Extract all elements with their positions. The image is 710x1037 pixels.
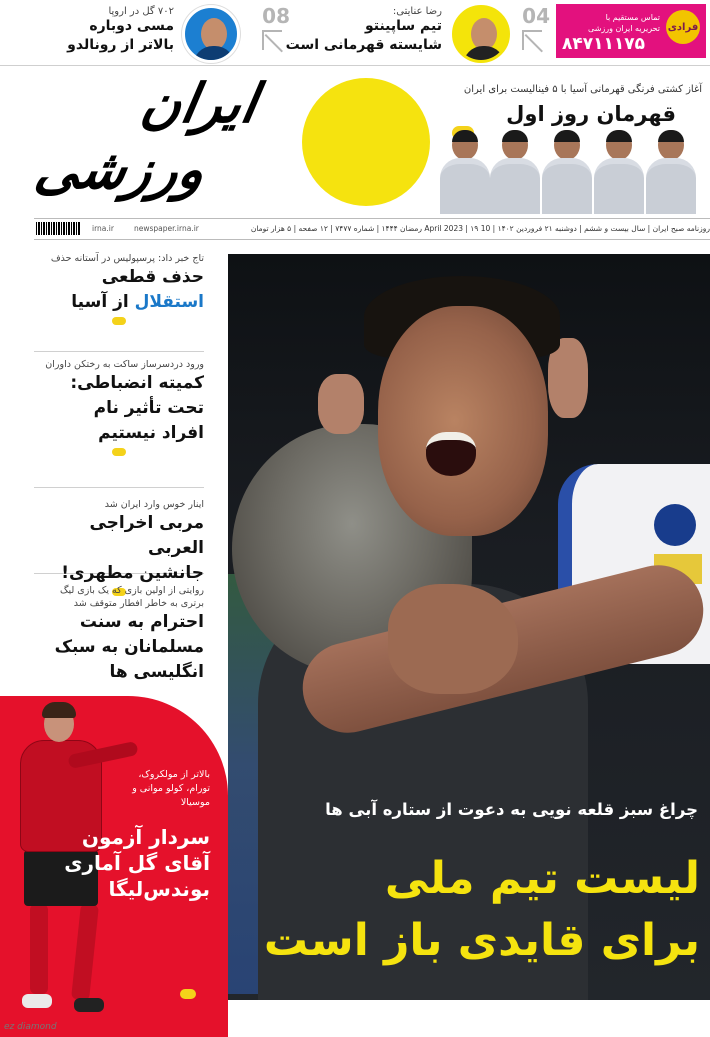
main-kicker: چراغ سبز قلعه نویی به دعوت از ستاره آبی ها [325, 800, 698, 819]
teaser-right-title-1: تیم ساپینتو [364, 18, 442, 34]
wrestling-feature[interactable] [436, 76, 706, 214]
masthead [0, 66, 710, 214]
story-coach[interactable] [34, 498, 204, 583]
teaser-right-arrow-icon [522, 30, 542, 50]
image-credit: ez diamond [4, 1022, 57, 1032]
story-disciplinary[interactable] [34, 358, 204, 488]
ad-phone-number: ۸۴۷۱۱۱۷۵ [562, 34, 646, 54]
ad-text-line1: تماس مستقیم با [605, 13, 660, 22]
azmoun-head-line3: بوندس‌لیگا [108, 877, 210, 901]
portrait-body [193, 46, 235, 63]
headline-column [34, 252, 204, 694]
azmoun-kicker: بالاتر از مولکروک، تورام، کولو موانی و موسیالا [132, 769, 210, 808]
top-strip [0, 0, 710, 66]
story-head-line1: حذف قطعی [101, 267, 204, 287]
teaser-left-title-2: بالاتر از رونالدو [67, 37, 174, 53]
teaser-left-title-1: مسی دوباره [89, 18, 174, 34]
wrestling-kicker: آغاز کشتی فرنگی قهرمانی آسیا با ۵ فینالیست برای ایران [463, 84, 702, 95]
issue-info-bar [34, 218, 710, 240]
player-mouth [426, 432, 476, 476]
player-hand [388, 584, 518, 694]
story-head-line2 [34, 290, 204, 315]
story-head-line2: مسلمانان به سبک [54, 637, 204, 657]
story-kicker: اینار خوس وارد ایران شد [104, 499, 204, 510]
website-link[interactable]: newspaper.irna.ir [134, 224, 199, 233]
story-head-line1: مربی اخراجی العربی [89, 513, 204, 558]
wrestler [540, 130, 594, 214]
azmoun-head-line2: آقای گل آماری [64, 851, 210, 875]
wrestler [644, 130, 698, 214]
azmoun-feature[interactable] [0, 696, 228, 1037]
main-head-line1: لیست تیم ملی [384, 853, 700, 904]
wrestling-team-photo [436, 126, 706, 214]
logo-sun-icon [302, 78, 430, 206]
player-face [378, 306, 548, 536]
teaser-right-kicker: رضا عنایتی: [392, 6, 442, 17]
teaser-left-arrow-icon [262, 30, 282, 50]
ad-logo: فرادی [666, 10, 700, 44]
teaser-right-portrait [452, 5, 510, 63]
story-head-line1: کمیته انضباطی: [70, 373, 204, 393]
story-kicker: روایتی از اولین بازی که یک بازی لیگ برتری به خاطر افطار متوقف شد [60, 585, 204, 609]
logo-line1: ایران [136, 72, 263, 135]
azmoun-head-line1: سردار آزمون [81, 825, 210, 849]
ad-text [560, 12, 660, 34]
page-badge [112, 448, 126, 456]
story-head-line2: جانشین مطهری! [61, 563, 204, 583]
story-head-line3: افراد نیستیم [98, 423, 204, 443]
page-badge [112, 317, 126, 325]
story-esteghlal[interactable] [34, 252, 204, 352]
teaser-right-title-2: شایسته قهرمانی است [285, 37, 442, 53]
main-head-line2: برای قایدی باز است [263, 915, 700, 966]
teaser-left-kicker: ۷۰۲ گل در اروپا [108, 6, 174, 17]
main-headline [240, 848, 700, 972]
story-kicker: ورود دردسرساز ساکت به رختکن داوران [45, 359, 204, 370]
story-ramadan[interactable] [34, 584, 204, 694]
issue-date-line: روزنامه صبح ایران | سال بیست و ششم | دوشنبه ۲۱ فروردین ۱۴۰۲ | 10 April 2023 | ۱۹ رمضان ۱۴۴۴ | شماره ۷۴۷۷ | ۱۲ صفحه | ۵ هزار تومان [250, 224, 710, 233]
raised-hand [318, 374, 364, 434]
logo-line2: ورزشی [30, 138, 211, 201]
wrestler [438, 130, 492, 214]
story-head-line3: انگلیسی ها [109, 662, 204, 682]
ad-text-line2: تحریریه ایران ورزشی [588, 24, 660, 33]
story-head-blue-word: استقلال [134, 292, 204, 312]
teaser-left-portrait [182, 5, 240, 63]
wrestling-title: قهرمان روز اول [506, 102, 676, 126]
main-cover-story[interactable] [228, 254, 710, 1000]
teaser-right-page-number: 04 [522, 4, 550, 28]
contact-ad[interactable] [556, 4, 706, 58]
wrestler [488, 130, 542, 214]
teaser-right[interactable] [286, 6, 442, 55]
story-head-line1: احترام به سنت [79, 612, 204, 632]
jersey-logo-icon [654, 504, 696, 546]
story-head-line2: تحت تأثیر نام [93, 398, 204, 418]
story-kicker: تاج خبر داد: پرسپولیس در آستانه حذف [50, 253, 204, 264]
newspaper-logo[interactable] [32, 72, 297, 212]
page-badge [180, 989, 196, 999]
wrestler [592, 130, 646, 214]
teaser-left-page-number: 08 [262, 4, 290, 28]
story-head-rest: از آسیا [71, 292, 135, 312]
portrait-body [463, 46, 505, 63]
azmoun-headline [50, 824, 210, 902]
barcode-icon [36, 222, 80, 235]
teaser-left[interactable] [67, 6, 174, 55]
website-link-short[interactable]: irna.ir [92, 224, 114, 233]
